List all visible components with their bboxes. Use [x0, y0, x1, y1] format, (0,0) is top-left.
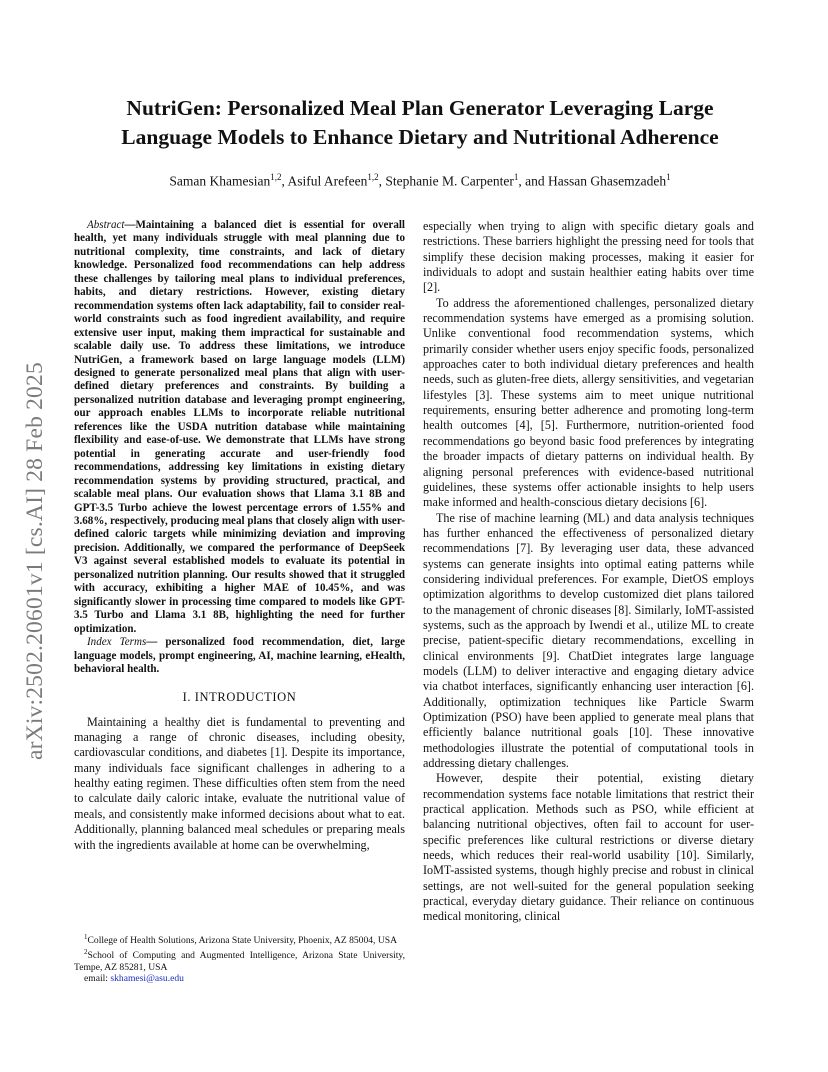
author-affiliation: 1 — [513, 172, 519, 182]
footnotes — [74, 932, 405, 985]
author-name: Saman Khamesian — [169, 173, 271, 189]
body-paragraph: Maintaining a healthy diet is fundamental to preventing and managing a range of chronic diseases, including obesity, cardiovascular conditions, and diabetes [1]. Despite its importance, many individuals face significant challenges in adhering to a healthy eating regimen. These difficulties often stem from the need to calculate daily caloric intake, evaluate the nutritional value of meals, and consistently make informed decisions about what to eat. Additionally, planning balanced meal schedules or preparing meals with the ingredients available at home can be overwhelming, — [74, 714, 405, 852]
right-column — [423, 219, 754, 925]
author-separator: , and — [518, 173, 549, 189]
arxiv-identifier: arXiv:2502.20601v1 [cs.AI] 28 Feb 2025 — [22, 362, 48, 760]
title-line-1: NutriGen: Personalized Meal Plan Generator Leveraging Large — [126, 96, 714, 120]
author-affiliation: 1,2 — [367, 172, 379, 182]
footnote-mark: 2 — [84, 947, 88, 956]
author-affiliation: 1,2 — [270, 172, 282, 182]
author-separator: , — [378, 173, 386, 189]
paper-title — [70, 94, 770, 152]
email-label: email: — [84, 973, 111, 985]
footnote-mark: 1 — [84, 933, 88, 941]
author-name: Asiful Arefeen — [287, 173, 368, 189]
index-terms-label: Index Terms — [87, 636, 147, 649]
left-column — [74, 219, 405, 853]
author-name: Hassan Ghasemzadeh — [548, 173, 667, 189]
section-heading-introduction: I. INTRODUCTION — [182, 690, 297, 705]
abstract-text: —Maintaining a balanced diet is essential for overall health, yet many individuals struggle with meal planning due to nutritional complexity, time constraints, and lack of dietary knowledge. Personalized food recommendations can help address these challenges by tailoring meal plans to individual preferences, habits, and dietary restrictions. However, existing dietary recommendation systems often lack adaptability, fail to consider real-world constraints such as food ingredient availability, and require extensive user input, making them impractical for sustainable and scalable daily use. To address these limitations, we introduce NutriGen, a framework based on large language models (LLM) designed to generate personalized meal plans that align with user-defined dietary preferences and constraints. By building a personalized nutrition database and leveraging prompt engineering, our approach enables LLMs to incorporate reliable nutritional references like the USDA nutrition database while maintaining flexibility and ease-of-use. We demonstrate that LLMs have strong potential in generating accurate and user-friendly food recommendations, addressing key limitations in existing dietary recommendation systems by providing structured, practical, and scalable meal plans. Our evaluation shows that Llama 3.1 8B and GPT-3.5 Turbo achieve the lowest percentage errors of 1.55% and 3.68%, respectively, producing meal plans that closely align with user-defined caloric targets while minimizing deviation and improving precision. Additionally, we compared the performance of DeepSeek V3 against several established models to evaluate its potential in personalized nutrition planning. Our results showed that it struggled with accuracy, exhibiting a higher MAE of 10.45%, and was significantly slower in processing time compared to models like GPT-3.5 Turbo and Llama 3.1 8B, highlighting the need for further optimization. — [74, 219, 405, 635]
footnote-1 — [74, 932, 405, 947]
footnote-text: College of Health Solutions, Arizona State University, Phoenix, AZ 85004, USA — [87, 935, 398, 947]
title-line-2: Language Models to Enhance Dietary and Nutritional Adherence — [121, 125, 719, 149]
body-paragraph: The rise of machine learning (ML) and data analysis techniques has further enhanced the effectiveness of personalized dietary recommendations [7]. By leveraging user data, these advanced systems can generate insights into optimal eating patterns while considering individual preferences. For example, DietOS employs optimization algorithms to develop customized diet plans tailored to the management of chronic diseases [8]. Similarly, IoMT-assisted systems, such as the approach by Iwendi et al., utilize ML to create precise, patient-specific dietary recommendations, excelling in clinical environments [9]. ChatDiet integrates large language models (LLM) to deliver interactive and engaging dietary advice via chatbot interfaces, significantly enhancing user interaction [6]. Additionally, optimization techniques like Particle Swarm Optimization (PSO) have been applied to generate meal plans that efficiently balance nutritional goals [10]. These innovative methodologies illustrate the potential of computational tools in addressing dietary challenges. — [423, 510, 754, 771]
email-link[interactable]: skhamesi@asu.edu — [110, 973, 184, 985]
footnote-text: School of Computing and Augmented Intelligence, Arizona State University, Tempe, AZ 85281, USA — [74, 949, 405, 973]
footnote-email — [74, 973, 405, 985]
body-paragraph: However, despite their potential, existing dietary recommendation systems face notable limitations that restrict their practical application. Methods such as PSO, while efficient at balancing nutritional objectives, often fail to account for user-specific preferences like cultural restrictions or diverse dietary needs, which reduces their real-world usability [10]. Similarly, IoMT-assisted systems, though highly precise and robust in clinical settings, are not well-suited for the general population seeking practical, everyday dietary guidance. Their reliance on continuous medical monitoring, clinical — [423, 771, 754, 924]
abstract-label: Abstract — [87, 219, 125, 231]
author-affiliation: 1 — [666, 172, 671, 182]
index-terms-text: — personalized food recommendation, diet, large language models, prompt engineering, AI, machine learning, eHealth, behavioral health. — [74, 636, 406, 675]
abstract — [74, 219, 405, 636]
footnote-2 — [74, 947, 405, 973]
author-name: Stephanie M. Carpenter — [385, 173, 514, 189]
author-list — [70, 172, 770, 190]
author-separator: , — [281, 173, 288, 189]
body-paragraph: To address the aforementioned challenges, personalized dietary recommendation systems have emerged as a promising solution. Unlike conventional food recommendation systems, which primarily consider whether users enjoy specific foods, personalized approaches cater to both individual dietary preferences and health needs, such as gluten-free diets, allergy sensitivities, and vegetarian lifestyles [3]. These systems aim to meet unique nutritional requirements, ensuring better adherence and promoting long-term health outcomes [4], [5]. Furthermore, nutrition-oriented food recommendations go beyond basic food preferences by integrating the broader impacts of dietary patterns on individual health. By aligning personal preferences with evidence-based nutritional guidelines, these systems offer actionable insights to help users make informed and health-conscious dietary decisions [6]. — [423, 295, 754, 510]
body-paragraph: especially when trying to align with specific dietary goals and restrictions. These barriers highlight the pressing need for tools that simplify these decision making processes, making it easier for individuals to adopt and sustain healthier eating habits over time [2]. — [423, 219, 754, 295]
index-terms — [74, 636, 405, 676]
